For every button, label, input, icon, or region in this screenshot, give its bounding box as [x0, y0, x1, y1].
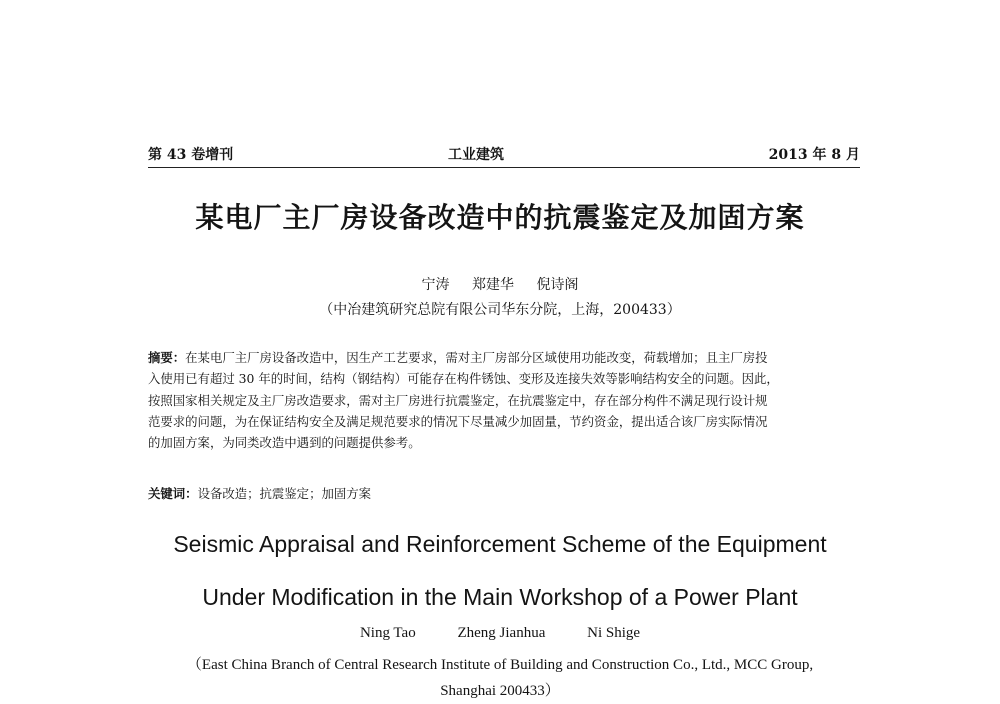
paper-title-english-line: Seismic Appraisal and Reinforcement Scheme of the Equipment — [173, 531, 827, 557]
affiliation-chinese: （中冶建筑研究总院有限公司华东分院，上海，200433） — [319, 302, 681, 318]
author-name: 郑建华 — [472, 277, 514, 293]
journal-name: 工业建筑 — [448, 147, 504, 163]
authors-english — [0, 625, 1000, 642]
keywords-label: 关键词： — [148, 486, 198, 501]
abstract-line: 摘要：在某电厂主厂房设备改造中，因生产工艺要求，需对主厂房部分区域使用功能改变，荷载增加；且主厂房投 — [148, 350, 768, 365]
running-header — [148, 144, 860, 166]
author-name: Ni Shige — [587, 625, 641, 641]
affiliation-english — [130, 652, 870, 704]
abstract-line: 范要求的问题，为在保证结构安全及满足规范要求的情况下尽量减少加固量，节约资金，提出适合该厂房实际情况 — [148, 413, 768, 429]
publication-date: 2013 年 8 月 — [768, 147, 860, 163]
keywords-text: 设备改造；抗震鉴定；加固方案 — [197, 486, 372, 501]
abstract-label: 摘要： — [148, 350, 186, 365]
author-name: 宁涛 — [421, 277, 450, 293]
author-name: Zheng Jianhua — [457, 625, 546, 641]
abstract-line: 按照国家相关规定及主厂房改造要求，需对主厂房进行抗震鉴定，在抗震鉴定中，存在部分构件不满足现行设计规 — [148, 392, 768, 408]
journal-volume: 第 43 卷增刊 — [148, 147, 234, 163]
author-name: Ning Tao — [359, 625, 416, 641]
abstract-line: 的加固方案，为同类改造中遇到的问题提供参考。 — [148, 435, 421, 451]
authors-chinese — [0, 274, 1000, 294]
header-rule — [148, 167, 860, 168]
author-name: 倪诗阁 — [536, 277, 579, 293]
paper-title-english-line: Under Modification in the Main Workshop of a Power Plant — [202, 584, 798, 610]
keywords-chinese — [148, 484, 860, 502]
paper-title-chinese: 某电厂主厂房设备改造中的抗震鉴定及加固方案 — [195, 201, 805, 234]
affiliation-line: （East China Branch of Central Research Institute of Building and Construction Co., Ltd., MCC Group, — [186, 657, 814, 673]
abstract-line: 入使用已有超过 30 年的时间，结构（钢结构）可能存在构件锈蚀、变形及连接失效等影响结构安全的问题。因此， — [148, 371, 779, 387]
affiliation-line: Shanghai 200433） — [440, 683, 560, 699]
abstract-chinese — [148, 347, 860, 453]
